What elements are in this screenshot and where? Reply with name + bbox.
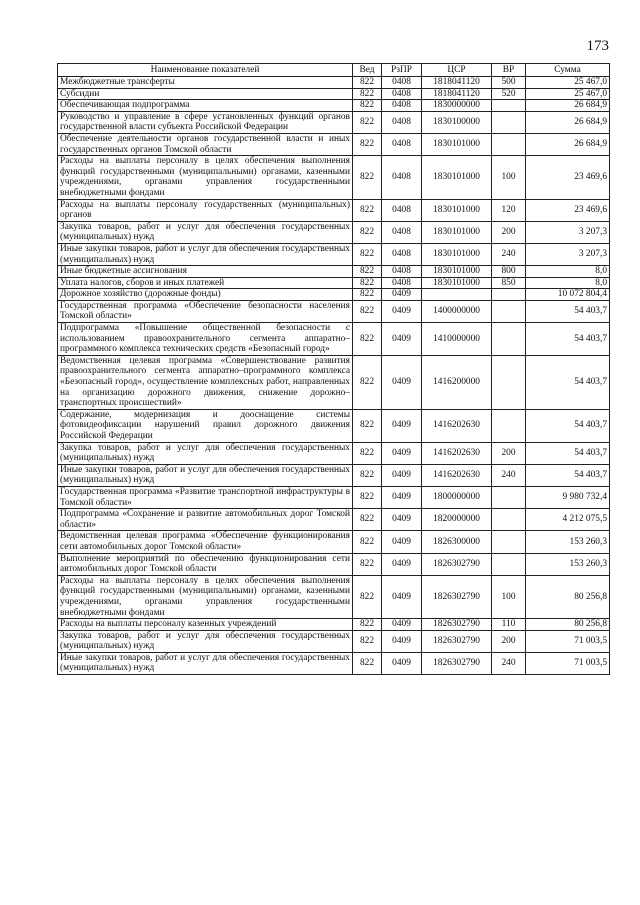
cell-vr: 500 [492, 77, 526, 89]
cell-csr: 1830101000 [422, 221, 492, 243]
cell-vr: 850 [492, 277, 526, 289]
cell-sum: 23 469,6 [526, 156, 610, 199]
cell-vr [492, 355, 526, 409]
cell-rzpr: 0408 [382, 133, 422, 155]
cell-csr: 1416202630 [422, 464, 492, 486]
cell-sum: 54 403,7 [526, 355, 610, 409]
cell-sum: 71 003,5 [526, 652, 610, 674]
cell-csr [422, 289, 492, 301]
cell-csr: 1826302790 [422, 553, 492, 575]
cell-ved: 822 [353, 464, 382, 486]
cell-name: Государственная программа «Обеспечение безопасности населения Томской области» [58, 300, 353, 322]
cell-sum: 80 256,8 [526, 575, 610, 618]
table-row [58, 575, 610, 618]
cell-rzpr: 0408 [382, 266, 422, 278]
table-row [58, 77, 610, 89]
cell-vr: 800 [492, 266, 526, 278]
cell-name: Расходы на выплаты персоналу в целях обеспечения выполнения функций государственными (муниципальными) органами, казенными учреждениями, органами управления государственными внебюджетными фондами [58, 156, 353, 199]
cell-rzpr: 0409 [382, 289, 422, 301]
cell-csr: 1826300000 [422, 531, 492, 553]
cell-csr: 1826302790 [422, 652, 492, 674]
cell-ved: 822 [353, 619, 382, 631]
cell-sum: 153 260,3 [526, 553, 610, 575]
table-row [58, 221, 610, 243]
table-row [58, 289, 610, 301]
table-row [58, 619, 610, 631]
cell-sum: 3 207,3 [526, 221, 610, 243]
cell-rzpr: 0409 [382, 619, 422, 631]
table-row [58, 630, 610, 652]
cell-name: Межбюджетные трансферты [58, 77, 353, 89]
cell-ved: 822 [353, 88, 382, 100]
cell-ved: 822 [353, 266, 382, 278]
cell-sum: 26 684,9 [526, 100, 610, 112]
cell-csr: 1826302790 [422, 619, 492, 631]
cell-sum: 80 256,8 [526, 619, 610, 631]
page-number: 173 [586, 38, 609, 54]
cell-name: Содержание, модернизация и дооснащение системы фотовидеофиксации нарушений правил дорожного движения Российской Федерации [58, 409, 353, 442]
cell-csr: 1830101000 [422, 133, 492, 155]
cell-ved: 822 [353, 652, 382, 674]
cell-vr: 100 [492, 156, 526, 199]
cell-name: Государственная программа «Развитие транспортной инфраструктуры в Томской области» [58, 486, 353, 508]
cell-csr: 1400000000 [422, 300, 492, 322]
cell-vr [492, 133, 526, 155]
cell-name: Обеспечение деятельности органов государственной власти и иных государственных органов Томской области [58, 133, 353, 155]
cell-csr: 1818041120 [422, 77, 492, 89]
cell-sum: 3 207,3 [526, 243, 610, 265]
cell-rzpr: 0409 [382, 553, 422, 575]
cell-rzpr: 0409 [382, 442, 422, 464]
cell-vr [492, 509, 526, 531]
header-vr: ВР [492, 64, 526, 77]
cell-ved: 822 [353, 355, 382, 409]
cell-ved: 822 [353, 221, 382, 243]
cell-name: Дорожное хозяйство (дорожные фонды) [58, 289, 353, 301]
cell-csr: 1416202630 [422, 409, 492, 442]
cell-name: Уплата налогов, сборов и иных платежей [58, 277, 353, 289]
table-row [58, 553, 610, 575]
cell-csr: 1826302790 [422, 630, 492, 652]
cell-ved: 822 [353, 100, 382, 112]
cell-name: Иные закупки товаров, работ и услуг для обеспечения государственных (муниципальных) нужд [58, 652, 353, 674]
cell-sum: 54 403,7 [526, 464, 610, 486]
budget-table [57, 63, 610, 675]
table-row [58, 111, 610, 133]
cell-ved: 822 [353, 575, 382, 618]
cell-sum: 8,0 [526, 266, 610, 278]
cell-csr: 1830101000 [422, 277, 492, 289]
cell-name: Ведомственная целевая программа «Обеспечение функционирования сети автомобильных дорог Томской области» [58, 531, 353, 553]
cell-csr: 1818041120 [422, 88, 492, 100]
cell-rzpr: 0408 [382, 221, 422, 243]
table-row [58, 442, 610, 464]
cell-rzpr: 0409 [382, 652, 422, 674]
cell-ved: 822 [353, 277, 382, 289]
cell-csr: 1830000000 [422, 100, 492, 112]
cell-rzpr: 0408 [382, 111, 422, 133]
cell-ved: 822 [353, 553, 382, 575]
cell-ved: 822 [353, 409, 382, 442]
cell-csr: 1800000000 [422, 486, 492, 508]
cell-name: Расходы на выплаты персоналу в целях обеспечения выполнения функций государственными (муниципальными) органами, казенными учреждениями, органами управления государственными внебюджетными фондами [58, 575, 353, 618]
cell-vr: 200 [492, 630, 526, 652]
header-name: Наименование показателей [58, 64, 353, 77]
cell-vr [492, 111, 526, 133]
cell-name: Иные закупки товаров, работ и услуг для обеспечения государственных (муниципальных) нужд [58, 243, 353, 265]
cell-ved: 822 [353, 509, 382, 531]
cell-csr: 1830101000 [422, 266, 492, 278]
cell-sum: 153 260,3 [526, 531, 610, 553]
cell-name: Субсидии [58, 88, 353, 100]
table-row [58, 652, 610, 674]
cell-vr: 120 [492, 199, 526, 221]
cell-sum: 25 467,0 [526, 88, 610, 100]
cell-rzpr: 0408 [382, 156, 422, 199]
cell-name: Подпрограмма «Сохранение и развитие автомобильных дорог Томской области» [58, 509, 353, 531]
cell-csr: 1416200000 [422, 355, 492, 409]
cell-csr: 1416202630 [422, 442, 492, 464]
cell-rzpr: 0408 [382, 243, 422, 265]
cell-rzpr: 0409 [382, 323, 422, 356]
table-row [58, 531, 610, 553]
table-header-row [58, 64, 610, 77]
cell-name: Подпрограмма «Повышение общественной безопасности с использованием правоохранительного сегмента аппаратно–программного комплекса технических средств «Безопасный город» [58, 323, 353, 356]
cell-sum: 26 684,9 [526, 111, 610, 133]
cell-sum: 26 684,9 [526, 133, 610, 155]
table-row [58, 300, 610, 322]
cell-ved: 822 [353, 77, 382, 89]
cell-sum: 71 003,5 [526, 630, 610, 652]
table-body [58, 77, 610, 675]
header-rzpr: РзПР [382, 64, 422, 77]
cell-vr: 520 [492, 88, 526, 100]
header-ved: Вед [353, 64, 382, 77]
cell-vr [492, 409, 526, 442]
cell-ved: 822 [353, 156, 382, 199]
cell-vr: 200 [492, 442, 526, 464]
cell-rzpr: 0409 [382, 355, 422, 409]
cell-csr: 1826302790 [422, 575, 492, 618]
cell-name: Расходы на выплаты персоналу государственных (муниципальных) органов [58, 199, 353, 221]
cell-vr [492, 323, 526, 356]
table-row [58, 486, 610, 508]
cell-ved: 822 [353, 111, 382, 133]
cell-name: Иные бюджетные ассигнования [58, 266, 353, 278]
cell-rzpr: 0408 [382, 77, 422, 89]
cell-vr [492, 289, 526, 301]
cell-name: Руководство и управление в сфере установленных функций органов государственной власти субъекта Российской Федерации [58, 111, 353, 133]
cell-name: Обеспечивающая подпрограмма [58, 100, 353, 112]
cell-name: Закупка товаров, работ и услуг для обеспечения государственных (муниципальных) нужд [58, 630, 353, 652]
cell-vr: 100 [492, 575, 526, 618]
cell-csr: 1820000000 [422, 509, 492, 531]
header-sum: Сумма [526, 64, 610, 77]
table-row [58, 509, 610, 531]
cell-sum: 4 212 075,5 [526, 509, 610, 531]
cell-rzpr: 0408 [382, 88, 422, 100]
table-row [58, 266, 610, 278]
table-row [58, 323, 610, 356]
cell-vr: 240 [492, 464, 526, 486]
cell-sum: 8,0 [526, 277, 610, 289]
table-row [58, 100, 610, 112]
cell-sum: 54 403,7 [526, 323, 610, 356]
cell-ved: 822 [353, 531, 382, 553]
cell-rzpr: 0409 [382, 486, 422, 508]
cell-rzpr: 0409 [382, 509, 422, 531]
table-row [58, 277, 610, 289]
table-row [58, 243, 610, 265]
cell-vr: 200 [492, 221, 526, 243]
table-row [58, 156, 610, 199]
cell-name: Закупка товаров, работ и услуг для обеспечения государственных (муниципальных) нужд [58, 221, 353, 243]
cell-vr [492, 531, 526, 553]
cell-ved: 822 [353, 243, 382, 265]
cell-csr: 1410000000 [422, 323, 492, 356]
cell-vr [492, 553, 526, 575]
cell-rzpr: 0408 [382, 277, 422, 289]
cell-vr [492, 300, 526, 322]
cell-sum: 23 469,6 [526, 199, 610, 221]
cell-ved: 822 [353, 133, 382, 155]
cell-name: Иные закупки товаров, работ и услуг для обеспечения государственных (муниципальных) нужд [58, 464, 353, 486]
header-csr: ЦСР [422, 64, 492, 77]
cell-vr: 110 [492, 619, 526, 631]
table-row [58, 133, 610, 155]
cell-sum: 25 467,0 [526, 77, 610, 89]
cell-rzpr: 0409 [382, 300, 422, 322]
table-row [58, 409, 610, 442]
cell-rzpr: 0409 [382, 464, 422, 486]
cell-csr: 1830101000 [422, 199, 492, 221]
cell-ved: 822 [353, 486, 382, 508]
cell-sum: 9 980 732,4 [526, 486, 610, 508]
table-row [58, 355, 610, 409]
cell-name: Расходы на выплаты персоналу казенных учреждений [58, 619, 353, 631]
cell-rzpr: 0409 [382, 575, 422, 618]
cell-name: Выполнение мероприятий по обеспечению функционирования сети автомобильных дорог Томской области [58, 553, 353, 575]
cell-ved: 822 [353, 300, 382, 322]
table-row [58, 464, 610, 486]
cell-vr: 240 [492, 652, 526, 674]
cell-sum: 10 072 804,4 [526, 289, 610, 301]
cell-vr [492, 100, 526, 112]
cell-ved: 822 [353, 199, 382, 221]
cell-rzpr: 0409 [382, 531, 422, 553]
cell-vr [492, 486, 526, 508]
cell-name: Ведомственная целевая программа «Совершенствование развития правоохранительного сегмента аппаратно–программного комплекса «Безопасный город», осуществление комплексных работ, направленных на организацию дорожного движения, снижение дорожно–транспортных происшествий» [58, 355, 353, 409]
cell-rzpr: 0409 [382, 409, 422, 442]
cell-rzpr: 0408 [382, 100, 422, 112]
table-row [58, 88, 610, 100]
cell-name: Закупка товаров, работ и услуг для обеспечения государственных (муниципальных) нужд [58, 442, 353, 464]
cell-ved: 822 [353, 323, 382, 356]
cell-csr: 1830100000 [422, 111, 492, 133]
cell-csr: 1830101000 [422, 156, 492, 199]
cell-vr: 240 [492, 243, 526, 265]
cell-ved: 822 [353, 442, 382, 464]
cell-ved: 822 [353, 289, 382, 301]
cell-ved: 822 [353, 630, 382, 652]
cell-rzpr: 0409 [382, 630, 422, 652]
cell-sum: 54 403,7 [526, 300, 610, 322]
cell-rzpr: 0408 [382, 199, 422, 221]
cell-sum: 54 403,7 [526, 409, 610, 442]
cell-csr: 1830101000 [422, 243, 492, 265]
table-row [58, 199, 610, 221]
cell-sum: 54 403,7 [526, 442, 610, 464]
